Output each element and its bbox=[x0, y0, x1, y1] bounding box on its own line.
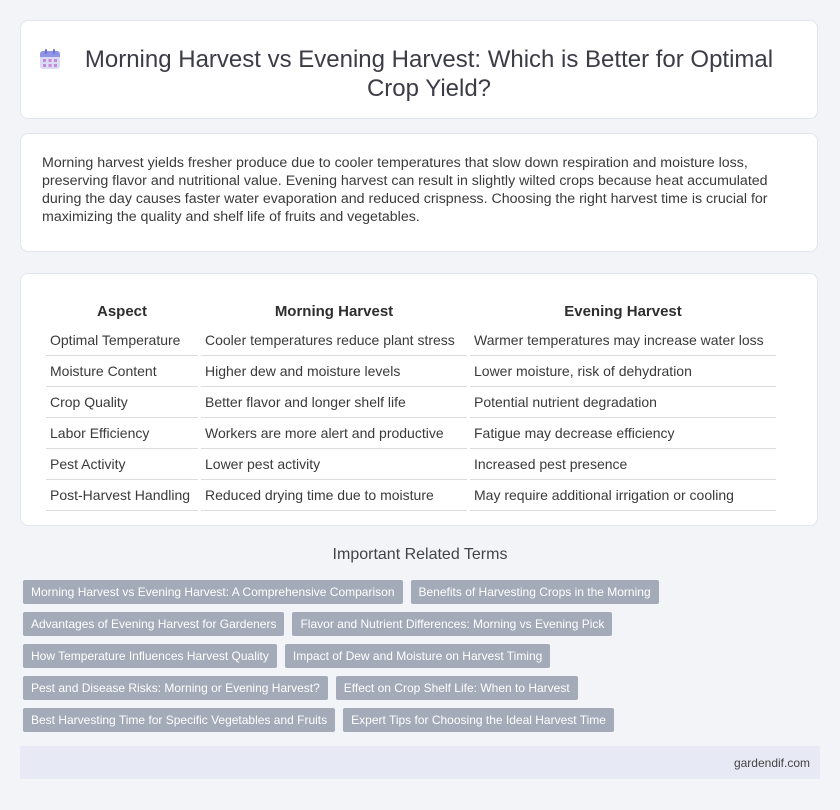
page-title: Morning Harvest vs Evening Harvest: Which is Better for Optimal Crop Yield? bbox=[84, 46, 774, 102]
table-cell: Cooler temperatures reduce plant stress bbox=[201, 325, 467, 356]
calendar-icon bbox=[39, 48, 61, 70]
related-term-tag[interactable]: Benefits of Harvesting Crops in the Morning bbox=[411, 580, 659, 604]
table-cell: Moisture Content bbox=[46, 356, 198, 387]
table-row bbox=[46, 325, 776, 356]
table-cell: Post-Harvest Handling bbox=[46, 480, 198, 511]
related-term-tag[interactable]: Morning Harvest vs Evening Harvest: A Comprehensive Comparison bbox=[23, 580, 403, 604]
related-term-tag[interactable]: Advantages of Evening Harvest for Gardeners bbox=[23, 612, 284, 636]
column-header-aspect: Aspect bbox=[96, 302, 148, 320]
table-cell: Pest Activity bbox=[46, 449, 198, 480]
comparison-table-card bbox=[20, 273, 818, 526]
footer-bar bbox=[20, 746, 820, 779]
intro-paragraph: Morning harvest yields fresher produce due to cooler temperatures that slow down respiration and moisture loss, preserving flavor and nutritional value. Evening harvest can result in slightly wilted crops because heat accumulated during the day causes faster water evaporation and reduced crispness. Choosing the right harvest time is crucial for maximizing the quality and shelf life of fruits and vegetables. bbox=[42, 155, 768, 225]
column-header-morning: Morning Harvest bbox=[274, 302, 394, 320]
related-term-tag[interactable]: Pest and Disease Risks: Morning or Evening Harvest? bbox=[23, 676, 328, 700]
table-cell: Warmer temperatures may increase water loss bbox=[470, 325, 776, 356]
table-cell: Potential nutrient degradation bbox=[470, 387, 776, 418]
table-row bbox=[46, 387, 776, 418]
table-cell: Labor Efficiency bbox=[46, 418, 198, 449]
table-header-row bbox=[46, 295, 776, 325]
table-cell: Crop Quality bbox=[46, 387, 198, 418]
table-cell: Higher dew and moisture levels bbox=[201, 356, 467, 387]
related-term-tag[interactable]: Effect on Crop Shelf Life: When to Harvest bbox=[336, 676, 578, 700]
related-term-tag[interactable]: Flavor and Nutrient Differences: Morning vs Evening Pick bbox=[292, 612, 612, 636]
column-header-evening: Evening Harvest bbox=[564, 302, 682, 320]
table-row bbox=[46, 449, 776, 480]
table-row bbox=[46, 356, 776, 387]
related-term-tag[interactable]: Expert Tips for Choosing the Ideal Harvest Time bbox=[343, 708, 614, 732]
site-name[interactable]: gardendif.com bbox=[733, 756, 810, 770]
related-terms-heading: Important Related Terms bbox=[332, 546, 508, 563]
related-term-tag[interactable]: How Temperature Influences Harvest Quality bbox=[23, 644, 277, 668]
table-cell: Lower pest activity bbox=[201, 449, 467, 480]
table-row bbox=[46, 480, 776, 511]
related-term-tag[interactable]: Best Harvesting Time for Specific Vegetables and Fruits bbox=[23, 708, 335, 732]
title-card bbox=[20, 20, 818, 119]
table-cell: May require additional irrigation or cooling bbox=[470, 480, 776, 511]
table-cell: Workers are more alert and productive bbox=[201, 418, 467, 449]
related-term-tag[interactable]: Impact of Dew and Moisture on Harvest Timing bbox=[285, 644, 550, 668]
table-cell: Lower moisture, risk of dehydration bbox=[470, 356, 776, 387]
related-terms-list bbox=[23, 580, 663, 740]
table-cell: Increased pest presence bbox=[470, 449, 776, 480]
comparison-table bbox=[43, 295, 779, 511]
table-row bbox=[46, 418, 776, 449]
table-cell: Reduced drying time due to moisture bbox=[201, 480, 467, 511]
intro-card bbox=[20, 133, 818, 252]
table-cell: Fatigue may decrease efficiency bbox=[470, 418, 776, 449]
table-cell: Optimal Temperature bbox=[46, 325, 198, 356]
table-cell: Better flavor and longer shelf life bbox=[201, 387, 467, 418]
